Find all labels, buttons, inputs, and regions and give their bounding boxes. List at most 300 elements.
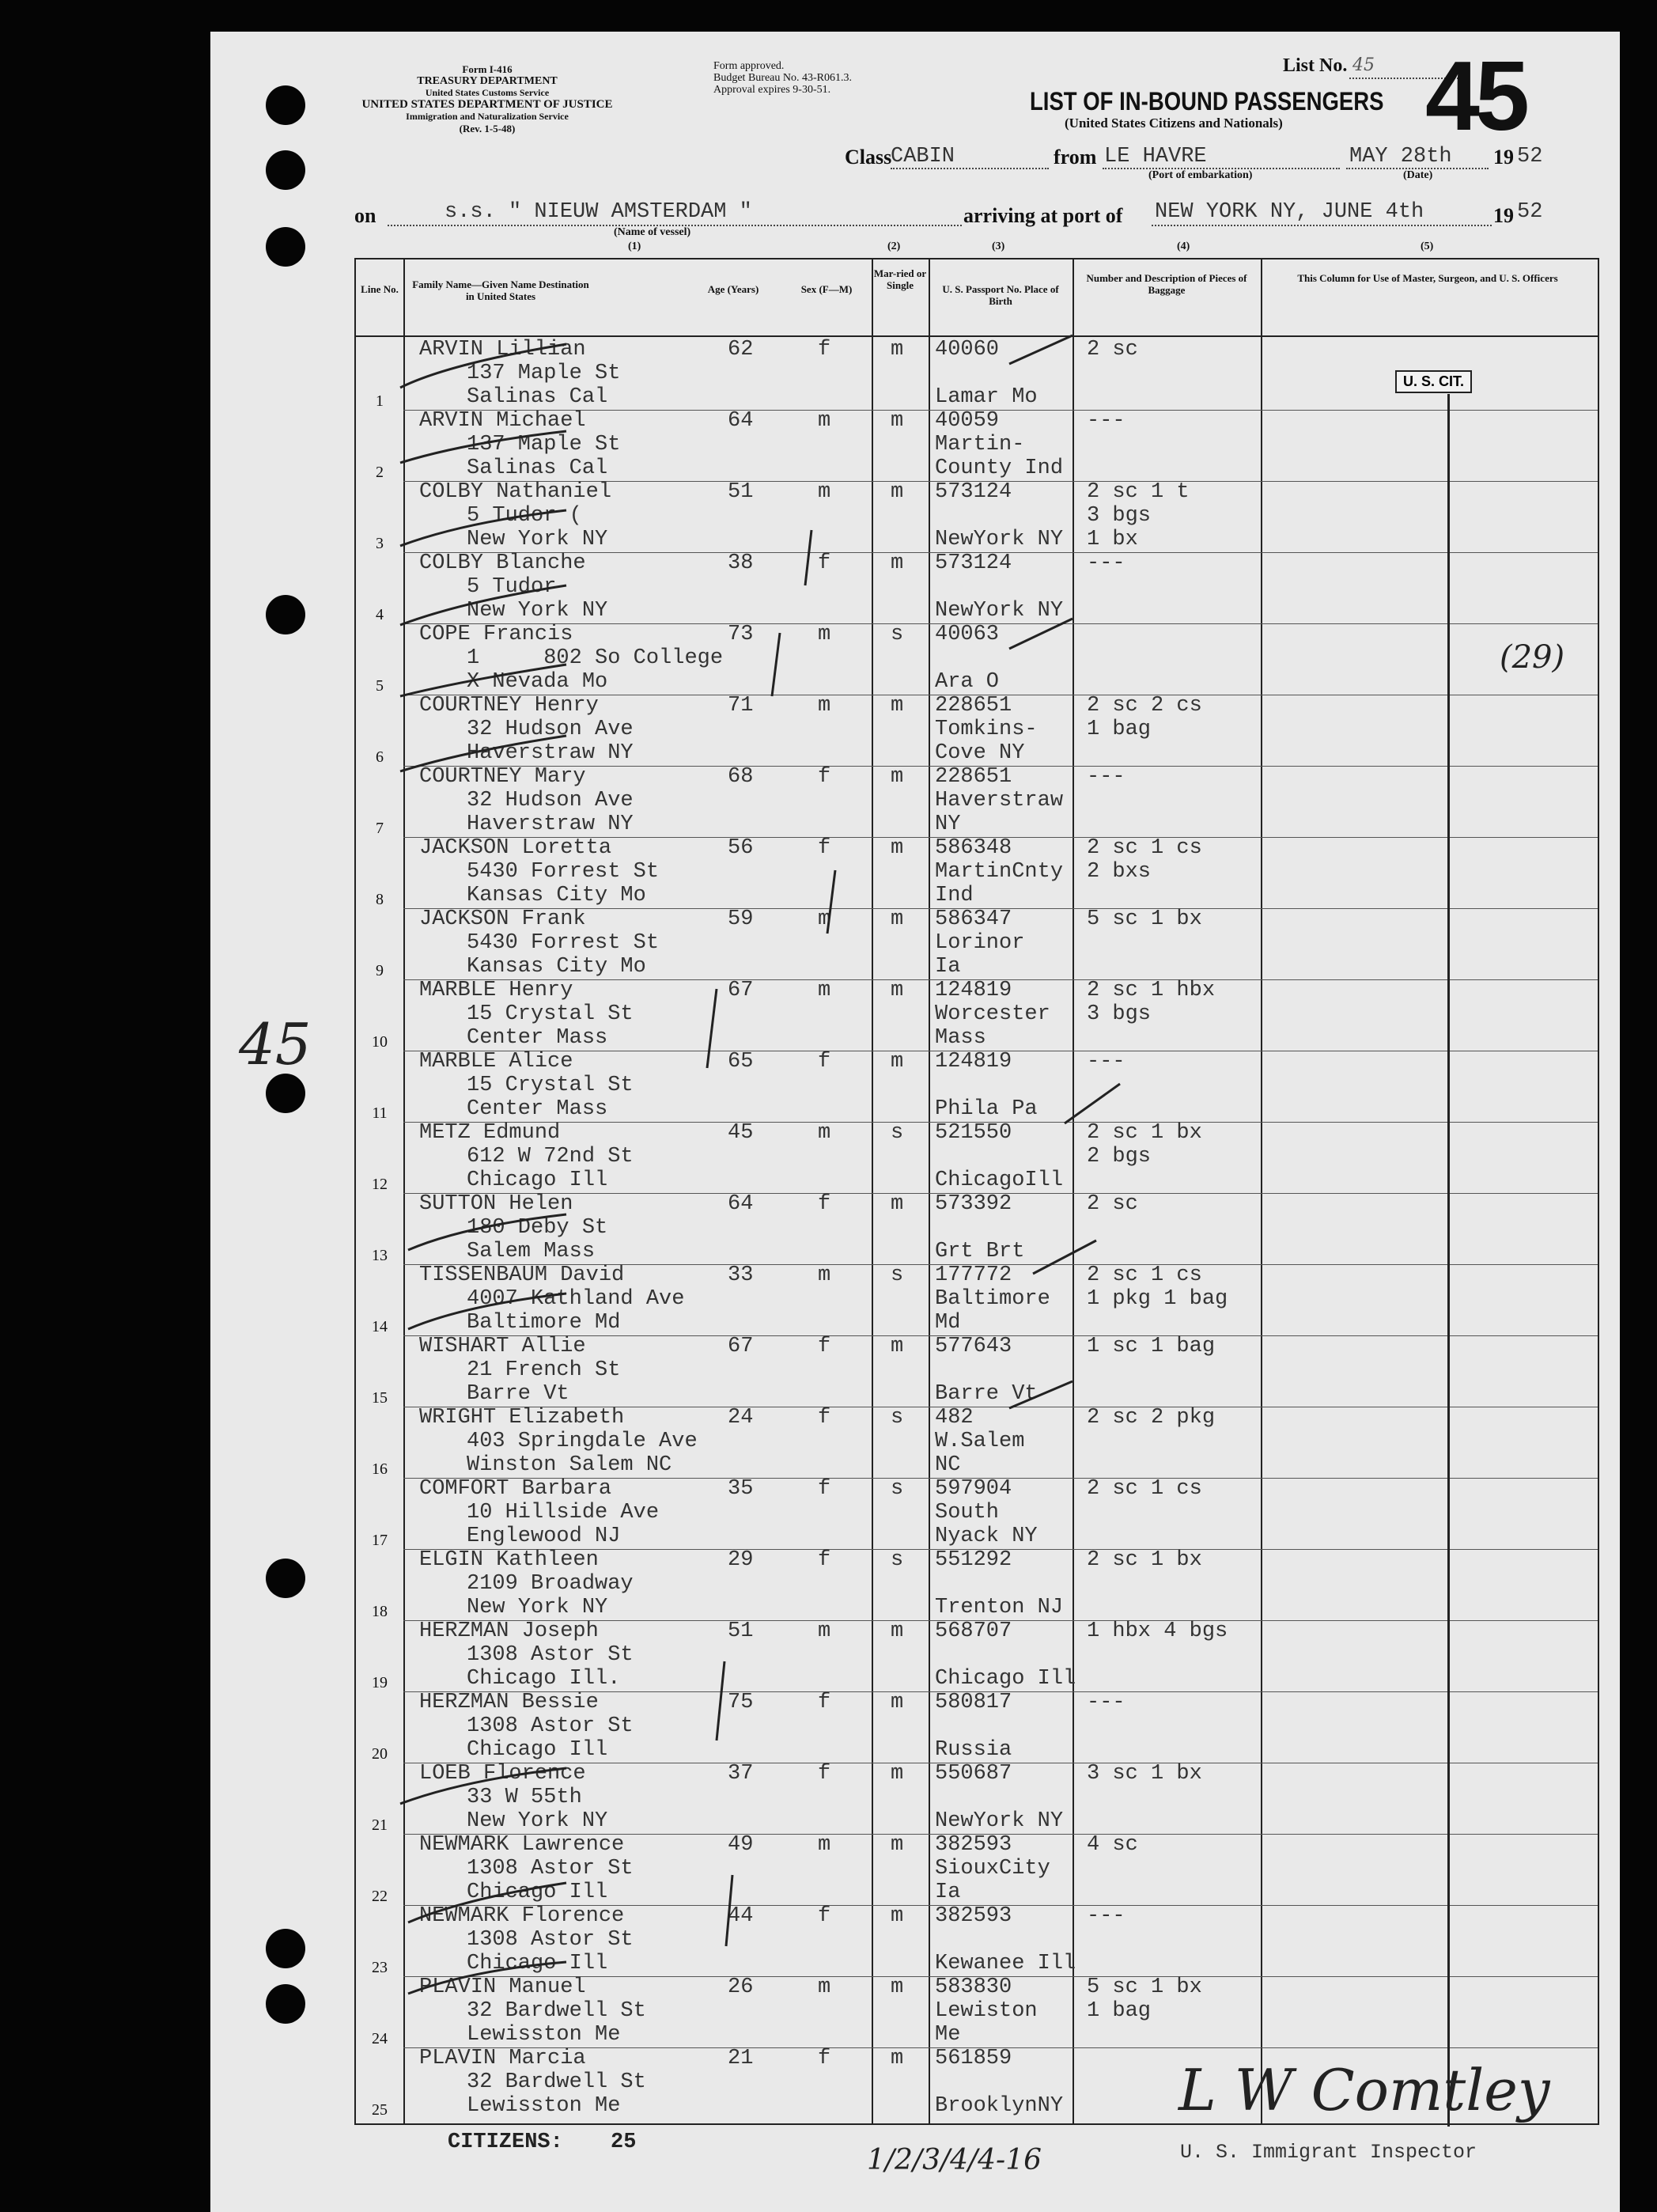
- sex-value: f: [818, 1335, 831, 1358]
- address-city: X Nevada Mo: [467, 670, 608, 694]
- age-value: 64: [728, 1192, 754, 1216]
- sex-value: f: [818, 836, 831, 860]
- col-number: (3): [992, 241, 1005, 252]
- baggage-line1: 2 sc 2 cs: [1087, 694, 1202, 718]
- approval-line: Form approved.: [713, 60, 785, 72]
- birthplace-line2: Phila Pa: [935, 1097, 1038, 1121]
- birthplace-line2: Ia: [935, 955, 961, 979]
- baggage-line1: 1 sc 1 bag: [1087, 1335, 1216, 1358]
- address-city: New York NY: [467, 599, 608, 623]
- birthplace-line2: Cove NY: [935, 741, 1025, 765]
- marital-status: s: [891, 1121, 904, 1145]
- age-value: 56: [728, 836, 754, 860]
- marital-status: m: [891, 836, 904, 860]
- sex-value: m: [818, 694, 831, 718]
- age-value: 67: [728, 1335, 754, 1358]
- address-street: 10 Hillside Ave: [467, 1501, 660, 1525]
- passport-number: 586348: [935, 836, 1012, 860]
- age-value: 24: [728, 1406, 754, 1430]
- punch-hole: [266, 227, 305, 267]
- passport-number: 40063: [935, 623, 1000, 646]
- passenger-name: ELGIN Kathleen: [419, 1548, 599, 1572]
- birthplace-line2: Ind: [935, 884, 974, 907]
- birthplace-line2: Chicago Ill: [935, 1667, 1076, 1691]
- address-city: Baltimore Md: [467, 1311, 621, 1335]
- passenger-name: JACKSON Loretta: [419, 836, 612, 860]
- treasury-dept: TREASURY DEPARTMENT: [417, 75, 558, 87]
- punch-hole: [266, 1984, 305, 2024]
- sex-value: f: [818, 338, 831, 362]
- vessel-caption: (Name of vessel): [614, 226, 691, 238]
- sex-value: m: [818, 1263, 831, 1287]
- birthplace-line2: NewYork NY: [935, 599, 1064, 623]
- column-divider: [403, 259, 405, 2123]
- column-divider: [872, 259, 873, 2123]
- col-header-passport: U. S. Passport No. Place of Birth: [942, 283, 1059, 307]
- revision: (Rev. 1-5-48): [459, 123, 516, 134]
- address-city: Winston Salem NC: [467, 1453, 672, 1477]
- baggage-line1: 2 sc 2 pkg: [1087, 1406, 1216, 1430]
- marital-status: s: [891, 1477, 904, 1501]
- passenger-name: COLBY Nathaniel: [419, 480, 612, 504]
- year1-value: 52: [1517, 145, 1543, 169]
- citizens-label: CITIZENS:: [448, 2131, 563, 2154]
- passport-number: 568707: [935, 1619, 1012, 1643]
- marital-status: m: [891, 1050, 904, 1074]
- tally-note: 1/2/3/4/4-16: [867, 2144, 1042, 2176]
- big-list-number: 45: [1425, 42, 1525, 151]
- birthplace-line1: Lorinor: [935, 931, 1025, 955]
- address-city: Haverstraw NY: [467, 812, 634, 836]
- marital-status: s: [891, 1548, 904, 1572]
- birthplace-line1: Martin-: [935, 433, 1025, 456]
- age-value: 75: [728, 1691, 754, 1714]
- address-city: Haverstraw NY: [467, 741, 634, 765]
- row-divider: [403, 623, 1598, 624]
- passport-number: 586347: [935, 907, 1012, 931]
- marital-status: m: [891, 2047, 904, 2070]
- age-value: 37: [728, 1762, 754, 1786]
- birthplace-line1: Lewiston: [935, 1999, 1038, 2023]
- passenger-name: NEWMARK Florence: [419, 1904, 625, 1928]
- header-rule: [356, 335, 1598, 337]
- sex-value: m: [818, 1619, 831, 1643]
- age-value: 51: [728, 480, 754, 504]
- line-number: 20: [372, 1745, 388, 1763]
- sex-value: f: [818, 1477, 831, 1501]
- address-street: 1308 Astor St: [467, 1857, 634, 1881]
- sex-value: m: [818, 907, 831, 931]
- passport-number: 550687: [935, 1762, 1012, 1786]
- marital-status: m: [891, 551, 904, 575]
- baggage-line3: 1 bx: [1087, 528, 1138, 551]
- inspector-title: U. S. Immigrant Inspector: [1180, 2141, 1477, 2164]
- baggage-line1: ---: [1087, 1050, 1125, 1074]
- punch-hole: [266, 1074, 305, 1113]
- sex-value: m: [818, 1975, 831, 1999]
- punch-hole: [266, 1559, 305, 1598]
- address-city: New York NY: [467, 1596, 608, 1619]
- sex-value: f: [818, 1762, 831, 1786]
- baggage-line1: 2 sc 1 cs: [1087, 1477, 1202, 1501]
- customs-service: United States Customs Service: [425, 87, 550, 98]
- age-value: 64: [728, 409, 754, 433]
- col-header-married: Mar-ried or Single: [873, 267, 927, 291]
- passport-number: 228651: [935, 765, 1012, 789]
- line-number: 4: [376, 606, 384, 623]
- line-number: 3: [376, 535, 384, 552]
- passenger-name: NEWMARK Lawrence: [419, 1833, 625, 1857]
- marital-status: m: [891, 1691, 904, 1714]
- age-value: 35: [728, 1477, 754, 1501]
- address-street: 5430 Forrest St: [467, 931, 660, 955]
- passenger-name: MARBLE Henry: [419, 979, 573, 1002]
- us-cit-stamp: U. S. CIT.: [1395, 370, 1472, 393]
- approval-line: Approval expires 9-30-51.: [713, 84, 831, 96]
- address-city: New York NY: [467, 1809, 608, 1833]
- sex-value: m: [818, 1833, 831, 1857]
- marital-status: m: [891, 979, 904, 1002]
- baggage-line1: 2 sc 1 t: [1087, 480, 1190, 504]
- address-city: Lewisston Me: [467, 2094, 621, 2118]
- marital-status: m: [891, 1335, 904, 1358]
- age-value: 71: [728, 694, 754, 718]
- passenger-name: JACKSON Frank: [419, 907, 586, 931]
- arrival-blank: [1152, 225, 1492, 226]
- line-number: 24: [372, 2030, 388, 2047]
- from-label: from: [1054, 146, 1097, 169]
- line-number: 15: [372, 1389, 388, 1407]
- age-value: 29: [728, 1548, 754, 1572]
- baggage-line1: 1 hbx 4 bgs: [1087, 1619, 1228, 1643]
- line-number: 10: [372, 1033, 388, 1051]
- form-number: Form I-416: [462, 63, 513, 75]
- birthplace-line2: Mass: [935, 1026, 986, 1050]
- address-city: Center Mass: [467, 1097, 608, 1121]
- address-street: 1308 Astor St: [467, 1714, 634, 1738]
- address-street: 15 Crystal St: [467, 1002, 634, 1026]
- birthplace-line2: NewYork NY: [935, 1809, 1064, 1833]
- marital-status: s: [891, 623, 904, 646]
- date-caption: (Date): [1403, 169, 1433, 181]
- line-number: 14: [372, 1318, 388, 1335]
- col-number: (1): [628, 241, 641, 252]
- address-city: Barre Vt: [467, 1382, 569, 1406]
- sex-value: m: [818, 623, 831, 646]
- age-value: 26: [728, 1975, 754, 1999]
- address-city: Salinas Cal: [467, 456, 608, 480]
- marital-status: m: [891, 1619, 904, 1643]
- birthplace-line2: Russia: [935, 1738, 1012, 1762]
- passport-number: 597904: [935, 1477, 1012, 1501]
- form-block: [353, 63, 622, 134]
- line-number: 23: [372, 1959, 388, 1976]
- sex-value: f: [818, 1691, 831, 1714]
- sex-value: f: [818, 551, 831, 575]
- address-street: 33 W 55th: [467, 1786, 582, 1809]
- baggage-line2: 1 pkg 1 bag: [1087, 1287, 1228, 1311]
- age-value: 21: [728, 2047, 754, 2070]
- passport-number: 580817: [935, 1691, 1012, 1714]
- passport-number: 573124: [935, 480, 1012, 504]
- col-header-baggage: Number and Description of Pieces of Baggage: [1086, 272, 1247, 296]
- passenger-name: METZ Edmund: [419, 1121, 561, 1145]
- birthplace-line2: Me: [935, 2023, 961, 2047]
- address-street: 15 Crystal St: [467, 1074, 634, 1097]
- birthplace-line2: Kewanee Ill: [935, 1952, 1076, 1975]
- address-street: 5 Tudor: [467, 575, 557, 599]
- address-city: Chicago Ill.: [467, 1667, 621, 1691]
- passport-number: 573392: [935, 1192, 1012, 1216]
- passport-number: 382593: [935, 1904, 1012, 1928]
- line-number: 21: [372, 1816, 388, 1834]
- age-value: 44: [728, 1904, 754, 1928]
- sex-value: f: [818, 2047, 831, 2070]
- birthplace-line2: Nyack NY: [935, 1525, 1038, 1548]
- address-city: Kansas City Mo: [467, 955, 646, 979]
- line-number: 12: [372, 1176, 388, 1193]
- birthplace-line2: NY: [935, 812, 961, 836]
- baggage-line1: ---: [1087, 765, 1125, 789]
- address-street: 5 Tudor (: [467, 504, 582, 528]
- passenger-name: HERZMAN Bessie: [419, 1691, 599, 1714]
- age-value: 68: [728, 765, 754, 789]
- passport-number: 573124: [935, 551, 1012, 575]
- age-value: 73: [728, 623, 754, 646]
- birthplace-line2: BrooklynNY: [935, 2094, 1064, 2118]
- birthplace-line2: Md: [935, 1311, 961, 1335]
- line-number: 22: [372, 1888, 388, 1905]
- baggage-line1: 2 sc: [1087, 338, 1138, 362]
- passport-number: 177772: [935, 1263, 1012, 1287]
- passenger-name: TISSENBAUM David: [419, 1263, 625, 1287]
- passenger-name: PLAVIN Marcia: [419, 2047, 586, 2070]
- inspector-signature: L W Comtley: [1178, 2057, 1550, 2123]
- age-value: 65: [728, 1050, 754, 1074]
- address-city: Chicago Ill: [467, 1952, 608, 1975]
- age-value: 59: [728, 907, 754, 931]
- marital-status: m: [891, 338, 904, 362]
- list-no-value: 45: [1352, 55, 1375, 75]
- baggage-line1: ---: [1087, 1904, 1125, 1928]
- approval-block: [713, 60, 951, 96]
- class-value: CABIN: [891, 145, 955, 169]
- punch-hole: [266, 150, 305, 190]
- address-street: 1308 Astor St: [467, 1928, 634, 1952]
- address-city: Chicago Ill: [467, 1168, 608, 1192]
- class-label: Class: [845, 146, 892, 169]
- sex-value: m: [818, 480, 831, 504]
- age-value: 45: [728, 1121, 754, 1145]
- address-street: 1308 Astor St: [467, 1643, 634, 1667]
- birthplace-line1: SiouxCity: [935, 1857, 1050, 1881]
- citizen-bracket-line: [1447, 394, 1450, 2127]
- sex-value: m: [818, 409, 831, 433]
- birthplace-line1: Worcester: [935, 1002, 1050, 1026]
- baggage-line1: 2 sc: [1087, 1192, 1138, 1216]
- age-value: 49: [728, 1833, 754, 1857]
- age-value: 51: [728, 1619, 754, 1643]
- passport-number: 583830: [935, 1975, 1012, 1999]
- line-number: 19: [372, 1674, 388, 1691]
- marital-status: m: [891, 409, 904, 433]
- margin-note: 45: [239, 1011, 312, 1078]
- passport-number: 482: [935, 1406, 974, 1430]
- col-number: (4): [1177, 241, 1190, 252]
- year2-value: 52: [1517, 200, 1543, 224]
- on-label: on: [354, 204, 376, 227]
- marital-status: s: [891, 1406, 904, 1430]
- sex-value: f: [818, 1192, 831, 1216]
- line-number: 2: [376, 464, 384, 481]
- address-street: 612 W 72nd St: [467, 1145, 634, 1168]
- sex-value: f: [818, 765, 831, 789]
- address-city: Salem Mass: [467, 1240, 596, 1263]
- col-header-officers: This Column for Use of Master, Surgeon, and U. S. Officers: [1297, 272, 1558, 284]
- passport-number: 228651: [935, 694, 1012, 718]
- address-street: 137 Maple St: [467, 362, 621, 385]
- passport-number: 521550: [935, 1121, 1012, 1145]
- baggage-line1: ---: [1087, 1691, 1125, 1714]
- line-number: 6: [376, 748, 384, 766]
- ins-service: Immigration and Naturalization Service: [406, 111, 569, 122]
- address-city: Kansas City Mo: [467, 884, 646, 907]
- baggage-line1: 5 sc 1 bx: [1087, 907, 1202, 931]
- col-header-name: Family Name—Given Name Destination in United States: [412, 278, 589, 302]
- passenger-name: ARVIN Michael: [419, 409, 586, 433]
- manifest-sheet: [210, 32, 1620, 2212]
- age-value: 33: [728, 1263, 754, 1287]
- passenger-name: COURTNEY Mary: [419, 765, 586, 789]
- birthplace-line2: Ia: [935, 1881, 961, 1904]
- baggage-line1: ---: [1087, 551, 1125, 575]
- col-header-age: Age (Years): [707, 283, 759, 295]
- line-number: 5: [376, 677, 384, 695]
- departure-date: MAY 28th: [1349, 145, 1452, 169]
- port-caption: (Port of embarkation): [1148, 169, 1253, 181]
- birthplace-line2: ChicagoIll: [935, 1168, 1064, 1192]
- birthplace-line2: Grt Brt: [935, 1240, 1025, 1263]
- baggage-line2: 2 bgs: [1087, 1145, 1152, 1168]
- marital-status: m: [891, 765, 904, 789]
- address-street: 4007 Kathland Ave: [467, 1287, 685, 1311]
- baggage-line2: 1 bag: [1087, 718, 1152, 741]
- line-number: 18: [372, 1603, 388, 1620]
- birthplace-line2: County Ind: [935, 456, 1064, 480]
- line-number: 25: [372, 2101, 388, 2119]
- passport-number: 551292: [935, 1548, 1012, 1572]
- page-subtitle: (United States Citizens and Nationals): [1065, 116, 1283, 131]
- passenger-name: COMFORT Barbara: [419, 1477, 612, 1501]
- passenger-name: COURTNEY Henry: [419, 694, 599, 718]
- passport-number: 40060: [935, 338, 1000, 362]
- birthplace-line2: NC: [935, 1453, 961, 1477]
- baggage-line1: ---: [1087, 409, 1125, 433]
- marital-status: m: [891, 1975, 904, 1999]
- age-value: 62: [728, 338, 754, 362]
- address-city: Chicago Ill: [467, 1738, 608, 1762]
- baggage-line1: 2 sc 1 cs: [1087, 1263, 1202, 1287]
- year1-prefix: 19: [1493, 146, 1514, 169]
- address-street: 21 French St: [467, 1358, 621, 1382]
- baggage-line2: 1 bag: [1087, 1999, 1152, 2023]
- col-header-line: Line No.: [361, 283, 399, 295]
- passport-number: 577643: [935, 1335, 1012, 1358]
- line-number: 16: [372, 1460, 388, 1478]
- page-title: LIST OF IN-BOUND PASSENGERS: [1030, 87, 1384, 116]
- address-street: 137 Maple St: [467, 433, 621, 456]
- justice-dept: UNITED STATES DEPARTMENT OF JUSTICE: [361, 98, 613, 111]
- birthplace-line1: MartinCnty: [935, 860, 1064, 884]
- address-city: Salinas Cal: [467, 385, 608, 409]
- col-number: (5): [1421, 241, 1434, 252]
- birthplace-line1: Baltimore: [935, 1287, 1050, 1311]
- passport-number: 561859: [935, 2047, 1012, 2070]
- arrival-port-date: NEW YORK NY, JUNE 4th: [1155, 200, 1424, 224]
- punch-hole: [266, 1929, 305, 1968]
- vessel-name: s.s. " NIEUW AMSTERDAM ": [445, 200, 752, 224]
- address-street: 32 Hudson Ave: [467, 789, 634, 812]
- address-street: 180 Deby St: [467, 1216, 608, 1240]
- birthplace-line2: Trenton NJ: [935, 1596, 1064, 1619]
- approval-line: Budget Bureau No. 43-R061.3.: [713, 72, 852, 84]
- passenger-name: COPE Francis: [419, 623, 573, 646]
- baggage-line1: 5 sc 1 bx: [1087, 1975, 1202, 1999]
- passenger-name: LOEB Florence: [419, 1762, 586, 1786]
- arriving-label: arriving at port of: [963, 204, 1123, 227]
- passenger-name: MARBLE Alice: [419, 1050, 573, 1074]
- sex-value: m: [818, 1121, 831, 1145]
- sex-value: f: [818, 1406, 831, 1430]
- punch-hole: [266, 85, 305, 125]
- line-number: 13: [372, 1247, 388, 1264]
- list-no-label: List No.: [1283, 55, 1348, 76]
- marital-status: m: [891, 694, 904, 718]
- passport-number: 124819: [935, 1050, 1012, 1074]
- from-value: LE HAVRE: [1104, 145, 1207, 169]
- col-number: (2): [887, 241, 901, 252]
- sex-value: f: [818, 1050, 831, 1074]
- line-number: 9: [376, 962, 384, 979]
- address-street: 32 Bardwell St: [467, 1999, 646, 2023]
- passenger-name: SUTTON Helen: [419, 1192, 573, 1216]
- baggage-line1: 2 sc 1 bx: [1087, 1121, 1202, 1145]
- year2-prefix: 19: [1493, 204, 1514, 227]
- age-value: 38: [728, 551, 754, 575]
- address-city: Center Mass: [467, 1026, 608, 1050]
- line-number: 11: [372, 1104, 388, 1122]
- sex-value: f: [818, 1548, 831, 1572]
- baggage-line1: 3 sc 1 bx: [1087, 1762, 1202, 1786]
- baggage-line1: 4 sc: [1087, 1833, 1138, 1857]
- class-blank: [891, 168, 1049, 169]
- marital-status: m: [891, 1762, 904, 1786]
- baggage-line1: 2 sc 1 bx: [1087, 1548, 1202, 1572]
- marital-status: m: [891, 907, 904, 931]
- line-number: 7: [376, 820, 384, 837]
- address-street: 1 802 So College: [467, 646, 724, 670]
- address-city: Lewisston Me: [467, 2023, 621, 2047]
- passport-number: 382593: [935, 1833, 1012, 1857]
- address-city: Englewood NJ: [467, 1525, 621, 1548]
- sex-value: f: [818, 1904, 831, 1928]
- marital-status: m: [891, 1192, 904, 1216]
- birthplace-line1: South: [935, 1501, 1000, 1525]
- passenger-name: WRIGHT Elizabeth: [419, 1406, 625, 1430]
- birthplace-line1: Tomkins-: [935, 718, 1038, 741]
- marital-status: m: [891, 1904, 904, 1928]
- address-city: Chicago Ill: [467, 1881, 608, 1904]
